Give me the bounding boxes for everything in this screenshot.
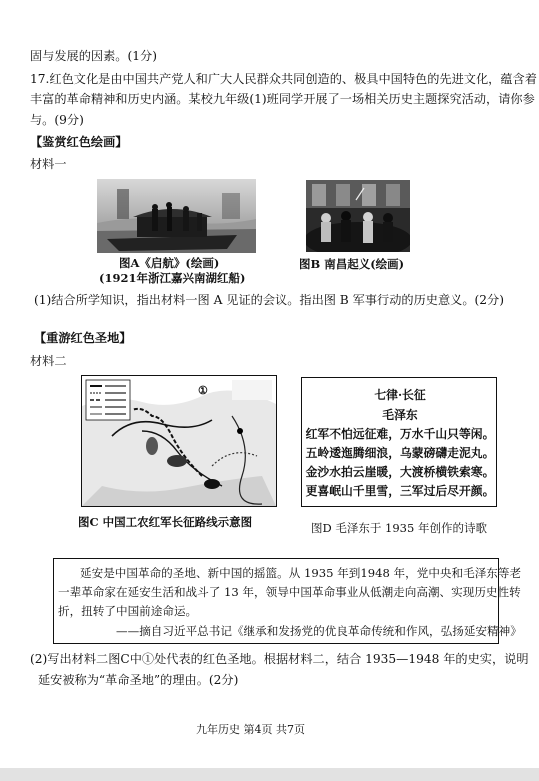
quote-line: 延安是中国革命的圣地、新中国的摇篮。从 1935 年到1948 年，党中央和毛泽东等老 bbox=[80, 566, 522, 580]
material-1-label: 材料一 bbox=[30, 157, 67, 171]
figure-d-caption: 图D 毛泽东于 1935 年创作的诗歌 bbox=[311, 521, 487, 535]
section-heading-sites: 【重游红色圣地】 bbox=[34, 331, 132, 345]
question-17-intro-2: 丰富的革命精神和历史内涵。某校九年级(1)班同学开展了一场相关历史主题探究活动，请你参 bbox=[30, 92, 535, 106]
quote-line: 一辈革命家在延安生活和战斗了 13 年，领导中国革命事业从低潮走向高潮、实现历史性转 bbox=[58, 585, 521, 599]
material-2-label: 材料二 bbox=[30, 354, 67, 368]
map-marker-1: ① bbox=[198, 384, 208, 397]
figure-a-painting bbox=[97, 179, 256, 253]
question-17-intro-3: 与。(9分) bbox=[30, 113, 84, 127]
poem-title: 七律·长征 bbox=[374, 388, 426, 402]
poem-line: 五岭逶迤腾细浪，乌蒙磅礴走泥丸。 bbox=[305, 446, 495, 460]
figure-b-painting bbox=[306, 180, 410, 252]
page-footer: 九年历史 第4页 共7页 bbox=[196, 723, 305, 736]
poem-line: 金沙水拍云崖暖，大渡桥横铁索寒。 bbox=[305, 465, 495, 479]
text-line-1: 固与发展的因素。(1分) bbox=[30, 49, 157, 63]
question-1: (1)结合所学知识，指出材料一图 A 见证的会议。指出图 B 军事行动的历史意义。(2分) bbox=[34, 293, 504, 307]
question-2: (2)写出材料二图C中①处代表的红色圣地。根据材料二，结合 1935—1948 年的史实，说明 bbox=[30, 652, 529, 666]
figure-c-caption: 图C 中国工农红军长征路线示意图 bbox=[78, 515, 253, 529]
quote-line: 折，扭转了中国前途命运。 bbox=[58, 604, 198, 618]
quote-source: ——摘自习近平总书记《继承和发扬党的优良革命传统和作风，弘扬延安精神》 bbox=[116, 624, 522, 638]
figure-d-poem-box bbox=[301, 377, 497, 507]
poem-author: 毛泽东 bbox=[382, 408, 418, 422]
figure-b-caption: 图B 南昌起义(绘画) bbox=[299, 257, 405, 271]
section-heading-paintings: 【鉴赏红色绘画】 bbox=[30, 135, 128, 149]
quote-box bbox=[53, 558, 522, 644]
figure-c-map bbox=[81, 375, 277, 507]
question-2-cont: 延安被称为“革命圣地”的理由。(2分) bbox=[38, 673, 239, 687]
figure-a-caption: 图A《启航》(绘画) bbox=[119, 256, 220, 270]
poem-line: 更喜岷山千里雪，三军过后尽开颜。 bbox=[305, 484, 495, 498]
figure-a-subcaption: (1921年浙江嘉兴南湖红船) bbox=[99, 271, 246, 285]
question-17-intro: 17.红色文化是由中国共产党人和广大人民群众共同创造的、极具中国特色的先进文化，蕴含着 bbox=[30, 72, 537, 86]
poem-line: 红军不怕远征难，万水千山只等闲。 bbox=[305, 427, 495, 441]
bottom-edge bbox=[0, 768, 539, 781]
